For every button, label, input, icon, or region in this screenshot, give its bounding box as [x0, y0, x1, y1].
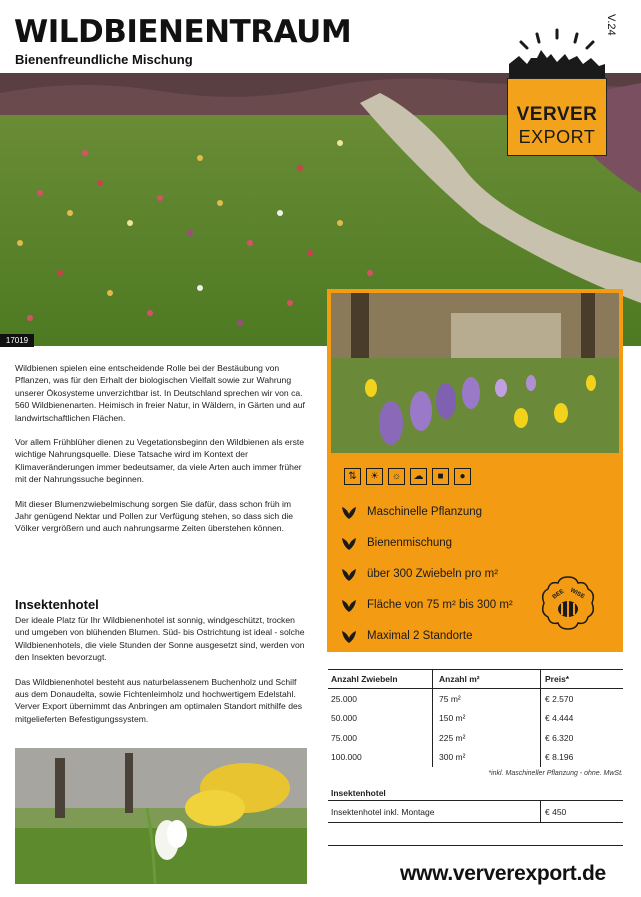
product-info-panel [327, 289, 623, 652]
bee-wise-badge [540, 575, 596, 631]
column-header: Anzahl Zwiebeln [331, 674, 398, 684]
leaf-icon [341, 567, 357, 581]
hotel-price-heading: Insektenhotel [328, 785, 623, 801]
article-number: 17019 [0, 334, 34, 347]
feature-label: über 300 Zwiebeln pro m² [367, 567, 499, 580]
table-row [328, 801, 623, 823]
table-cell: 75.000 [331, 732, 357, 743]
table-cell: 150 m² [432, 709, 540, 729]
intro-paragraph: Vor allem Frühblüher dienen zu Vegetationsbeginn den Wildbienen als erste wichtige Nahrungsquelle. Diese Tatsache wird im Kontext der Klimaveränderungen immer bedeutsamer, da viele Arten auch immer früher mit der Nahrungssuche beginnen. [15, 437, 305, 485]
logo-line2: EXPORT [518, 127, 596, 147]
table-cell: 300 m² [432, 748, 540, 768]
leaf-icon [341, 505, 357, 519]
feature-item [341, 527, 601, 558]
website-link[interactable]: www.ververexport.de [400, 862, 606, 885]
crocus-photo [331, 293, 619, 453]
property-icons [344, 468, 471, 485]
table-cell: € 8.196 [540, 748, 623, 768]
feature-label: Maximal 2 Standorte [367, 629, 473, 642]
table-row [328, 689, 623, 709]
hotel-heading: Insektenhotel [15, 597, 99, 612]
table-cell: € 2.570 [540, 689, 623, 709]
price-table [328, 669, 623, 823]
table-cell: 50.000 [331, 713, 357, 724]
column-header: Preis* [540, 670, 623, 688]
partial-sun-icon: ☼ [388, 468, 405, 485]
table-cell: Insektenhotel inkl. Montage [331, 806, 435, 817]
table-cell: € 4.444 [540, 709, 623, 729]
version-label: V.24 [605, 14, 617, 36]
intro-paragraph: Wildbienen spielen eine entscheidende Rolle bei der Bestäubung von Pflanzen, was für den Erhalt der biologischen Vielfalt sowie zur Wahrung unserer Ökosysteme unverzichtbar ist. In Deutschland sprechen wir von ca. 560 Wildbienenarten. Heimisch in freier Natur, in Wäldern, in Gärten und auf landwirtschaftlichen Flächen. [15, 363, 305, 423]
badge-text-1: BEE [551, 588, 566, 601]
feature-label: Bienenmischung [367, 536, 453, 549]
hotel-paragraph: Der ideale Platz für Ihr Wildbienenhotel ist sonnig, windgeschützt, trocken und umgeben von blühenden Blumen. Süd- bis Ostrichtung ist ideal - solche Wildbienenhotels, die viele Stunden der Sonne ausgesetzt sind, werden von den Insekten bevorzugt. [15, 615, 305, 663]
bee-icon: ● [454, 468, 471, 485]
planting-depth-icon: ⇅ [344, 468, 361, 485]
shade-icon: ☁ [410, 468, 427, 485]
table-cell: 75 m² [432, 689, 540, 709]
snowdrop-photo [15, 748, 307, 884]
intro-text [15, 362, 310, 547]
leaf-icon [341, 629, 357, 643]
feature-label: Fläche von 75 m² bis 300 m² [367, 598, 513, 611]
page-title: WILDBIENENTRAUM [14, 14, 352, 50]
table-cell: € 450 [540, 801, 623, 822]
price-note: *inkl. Maschineller Pflanzung - ohne. MwSt. [488, 770, 623, 777]
feature-label: Maschinelle Pflanzung [367, 505, 483, 518]
table-row [328, 728, 623, 748]
hotel-paragraph: Das Wildbienenhotel besteht aus naturbelassenem Buchenholz und Schilf aus dem Donaudelta, sowie Fichtenleimholz und hochwertigem Edelstahl. Verver Export übernimmt das Anbringen am optimalen Standort mithilfe des mitgelieferten Befestigungssystem. [15, 676, 303, 724]
column-header: Anzahl m² [432, 670, 540, 688]
table-row [328, 709, 623, 729]
feature-item [341, 496, 601, 527]
table-row [328, 748, 623, 768]
page-subtitle: Bienenfreundliche Mischung [15, 52, 193, 67]
leaf-icon [341, 598, 357, 612]
footer-divider [328, 845, 623, 846]
hotel-text [15, 614, 310, 737]
verver-export-logo [507, 28, 607, 156]
table-cell: 225 m² [432, 728, 540, 748]
sun-icon: ☀ [366, 468, 383, 485]
leaf-icon [341, 536, 357, 550]
table-cell: 100.000 [331, 752, 362, 763]
logo-line1: VERVER [516, 104, 598, 125]
table-cell: 25.000 [331, 693, 357, 704]
tractor-icon: ■ [432, 468, 449, 485]
table-header [328, 669, 623, 689]
intro-paragraph: Mit dieser Blumenzwiebelmischung sorgen Sie dafür, dass schon früh im Jahr genügend Nektar und Pollen zur Verfügung stehen, so dass sich die Völker vergrößern und auch nahrungsarme Zeiten überstehen können. [15, 498, 294, 534]
badge-text-2: WISE [569, 587, 586, 601]
table-cell: € 6.320 [540, 728, 623, 748]
